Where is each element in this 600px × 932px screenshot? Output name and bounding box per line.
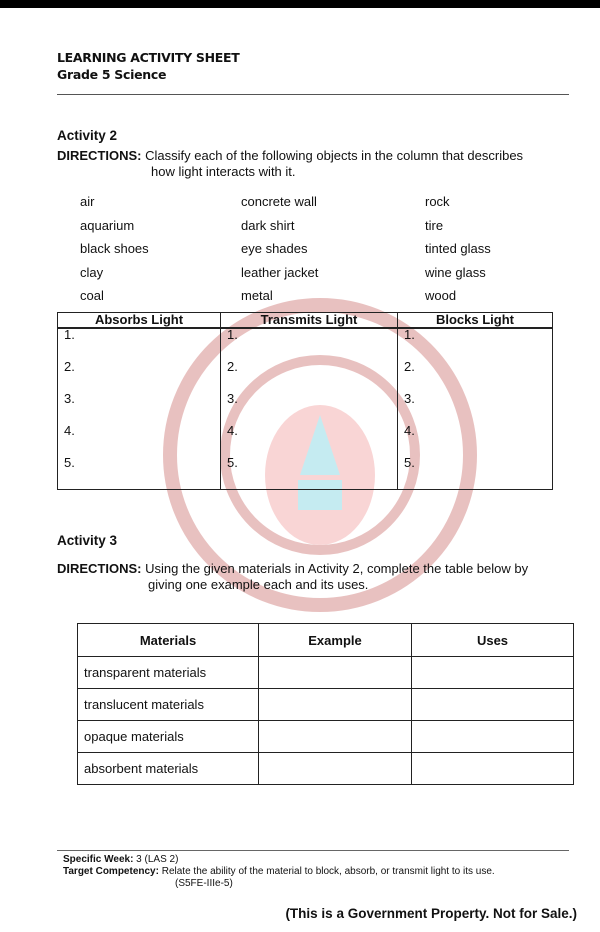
- header-divider: [57, 94, 569, 95]
- column-header-example: Example: [259, 624, 412, 657]
- competency-value: Relate the ability of the material to block, absorb, or transmit light to its use.: [158, 866, 495, 877]
- object-item: black shoes: [80, 241, 149, 256]
- example-cell[interactable]: [259, 721, 412, 753]
- objects-column-3: [425, 193, 491, 311]
- competency-code: (S5FE-IIIe-5): [175, 878, 233, 889]
- activity3-directions: [57, 561, 577, 593]
- object-item: tire: [425, 217, 444, 233]
- target-competency: [63, 866, 495, 878]
- material-name: opaque materials: [78, 721, 259, 753]
- week-value: 3 (LAS 2): [133, 854, 179, 865]
- absorbs-light-answers[interactable]: [58, 328, 221, 490]
- object-item: eye shades: [241, 241, 308, 256]
- example-cell[interactable]: [259, 657, 412, 689]
- materials-table: [77, 623, 574, 785]
- uses-cell[interactable]: [412, 721, 574, 753]
- document-header: [57, 49, 239, 83]
- answer-number: 5.: [64, 455, 75, 470]
- example-cell[interactable]: [259, 689, 412, 721]
- column-header-transmits: Transmits Light: [221, 313, 398, 329]
- object-item: rock: [425, 194, 450, 209]
- document-subtitle: Grade 5 Science: [57, 67, 167, 82]
- material-name: transparent materials: [78, 657, 259, 689]
- objects-column-2: [241, 193, 318, 311]
- answer-number: 5.: [404, 455, 415, 470]
- classification-table: [57, 312, 553, 490]
- object-item: dark shirt: [241, 217, 295, 233]
- uses-cell[interactable]: [412, 753, 574, 785]
- directions-text: Classify each of the following objects in the column that describes: [145, 148, 524, 163]
- directions-text-cont: giving one example each and its uses.: [148, 577, 369, 592]
- directions-text: Using the given materials in Activity 2, complete the table below by: [145, 561, 529, 576]
- specific-week: [63, 854, 495, 866]
- answer-number: 5.: [227, 455, 238, 470]
- answer-number: 1.: [404, 327, 415, 342]
- table-row: [78, 657, 574, 689]
- column-header-absorbs: Absorbs Light: [58, 313, 221, 329]
- directions-text-cont: how light interacts with it.: [151, 164, 296, 179]
- document-title: LEARNING ACTIVITY SHEET: [57, 50, 240, 65]
- material-name: translucent materials: [78, 689, 259, 721]
- uses-cell[interactable]: [412, 657, 574, 689]
- object-item: tinted glass: [425, 241, 491, 256]
- column-header-blocks: Blocks Light: [398, 313, 553, 329]
- column-header-uses: Uses: [412, 624, 574, 657]
- object-item: concrete wall: [241, 194, 317, 209]
- activity3-title: Activity 3: [57, 533, 118, 548]
- answer-number: 2.: [64, 359, 75, 374]
- table-row: [78, 721, 574, 753]
- footer-info: [63, 854, 495, 890]
- object-item: metal: [241, 288, 273, 303]
- object-item: coal: [80, 288, 104, 303]
- answer-number: 4.: [404, 423, 415, 438]
- material-name: absorbent materials: [78, 753, 259, 785]
- activity2-directions: [57, 148, 577, 180]
- objects-list: [80, 193, 540, 309]
- activity2-title: Activity 2: [57, 128, 118, 143]
- answer-number: 1.: [64, 327, 75, 342]
- answer-number: 4.: [227, 423, 238, 438]
- objects-column-1: [80, 193, 149, 311]
- column-header-materials: Materials: [78, 624, 259, 657]
- transmits-light-answers[interactable]: [221, 328, 398, 490]
- competency-label: Target Competency:: [63, 866, 159, 877]
- government-property-notice: (This is a Government Property. Not for Sale.): [285, 906, 577, 921]
- answer-number: 2.: [404, 359, 415, 374]
- answer-number: 3.: [64, 391, 75, 406]
- answer-number: 4.: [64, 423, 75, 438]
- object-item: wood: [425, 288, 457, 303]
- table-row: [78, 753, 574, 785]
- uses-cell[interactable]: [412, 689, 574, 721]
- object-item: wine glass: [425, 264, 486, 280]
- blocks-light-answers[interactable]: [398, 328, 553, 490]
- answer-number: 3.: [227, 391, 238, 406]
- answer-number: 2.: [227, 359, 238, 374]
- directions-label: DIRECTIONS:: [57, 148, 142, 163]
- object-item: air: [80, 194, 95, 209]
- object-item: aquarium: [80, 217, 135, 233]
- table-row: [78, 689, 574, 721]
- answer-number: 3.: [404, 391, 415, 406]
- top-border-bar: [0, 0, 600, 8]
- example-cell[interactable]: [259, 753, 412, 785]
- object-item: clay: [80, 264, 104, 280]
- object-item: leather jacket: [241, 264, 319, 280]
- answer-number: 1.: [227, 327, 238, 342]
- footer-divider: [57, 850, 569, 851]
- week-label: Specific Week:: [63, 854, 134, 865]
- directions-label: DIRECTIONS:: [57, 561, 142, 576]
